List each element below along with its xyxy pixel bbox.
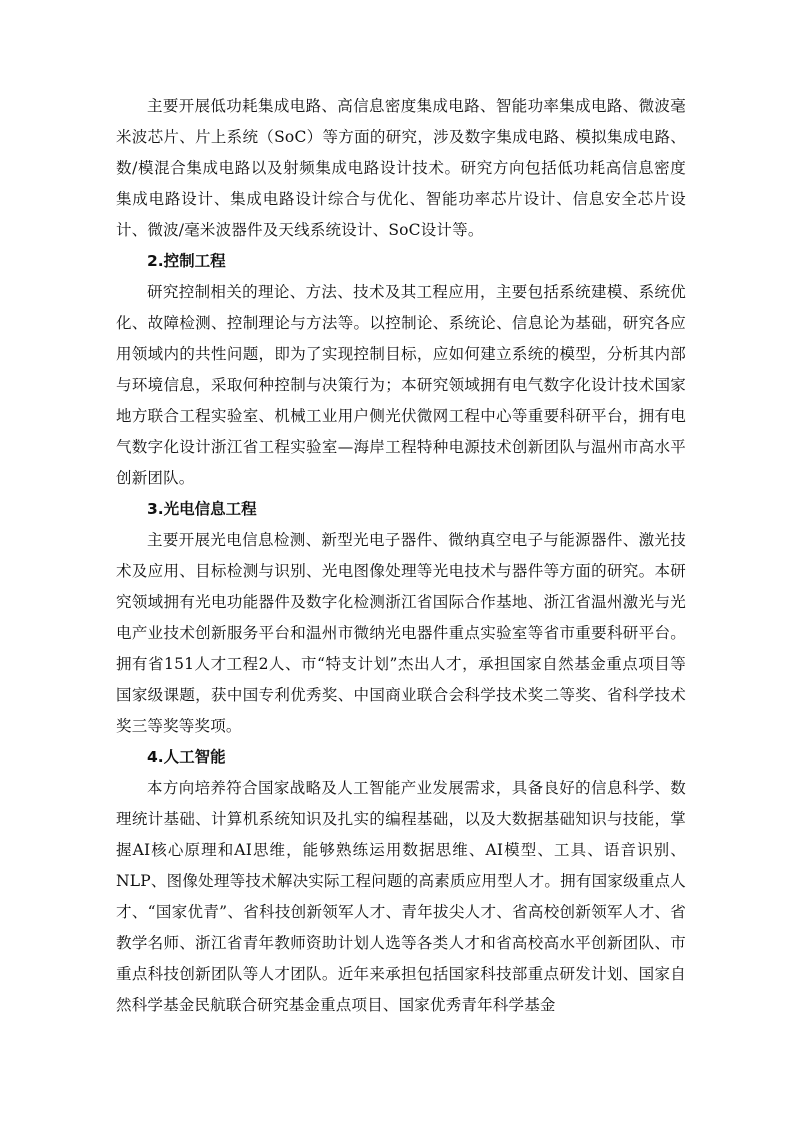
section-4-body: 本方向培养符合国家战略及人工智能产业发展需求，具备良好的信息科学、数理统计基础、计算机系统知识及扎实的编程基础，以及大数据基础知识与技能，掌握AI核心原理和AI思维，能够熟练运用数据思维、AI模型、工具、语音识别、NLP、图像处理等技术解决实际工程问题的高素质应用型人才。拥有国家级重点人才、“国家优青”、省科技创新领军人才、青年拔尖人才、省高校创新领军人才、省教学名师、浙江省青年教师资助计划人选等各类人才和省高校高水平创新团队、市重点科技创新团队等人才团队。近年来承担包括国家科技部重点研发计划、国家自然科学基金民航联合研究基金重点项目、国家优秀青年科学基金 (116, 779, 686, 1014)
section-3-heading: 3.光电信息工程 (147, 500, 257, 518)
section-2-body: 研究控制相关的理论、方法、技术及其工程应用，主要包括系统建模、系统优化、故障检测、控制理论与方法等。以控制论、系统论、信息论为基础，研究各应用领域内的共性问题，即为了实现控制目标，应如何建立系统的模型，分析其内部与环境信息，采取何种控制与决策行为；本研究领域拥有电气数字化设计技术国家地方联合工程实验室、机械工业用户侧光伏微网工程中心等重要科研平台，拥有电气数字化设计浙江省工程实验室—海岸工程特种电源技术创新团队与温州市高水平创新团队。 (116, 283, 686, 487)
document-page (116, 91, 686, 1021)
section-4-heading: 4.人工智能 (147, 748, 226, 766)
section-1-body: 主要开展低功耗集成电路、高信息密度集成电路、智能功率集成电路、微波毫米波芯片、片上系统（SoC）等方面的研究，涉及数字集成电路、模拟集成电路、数/模混合集成电路以及射频集成电路设计技术。研究方向包括低功耗高信息密度集成电路设计、集成电路设计综合与优化、智能功率芯片设计、信息安全芯片设计、微波/毫米波器件及天线系统设计、SoC设计等。 (116, 97, 686, 239)
section-3-body: 主要开展光电信息检测、新型光电子器件、微纳真空电子与能源器件、激光技术及应用、目标检测与识别、光电图像处理等光电技术与器件等方面的研究。本研究领域拥有光电功能器件及数字化检测浙江省国际合作基地、浙江省温州激光与光电产业技术创新服务平台和温州市微纳光电器件重点实验室等省市重要科研平台。拥有省151人才工程2人、市“特支计划”杰出人才，承担国家自然基金重点项目等国家级课题，获中国专利优秀奖、中国商业联合会科学技术奖二等奖、省科学技术奖三等奖等奖项。 (116, 531, 686, 735)
section-2-heading: 2.控制工程 (147, 252, 226, 270)
